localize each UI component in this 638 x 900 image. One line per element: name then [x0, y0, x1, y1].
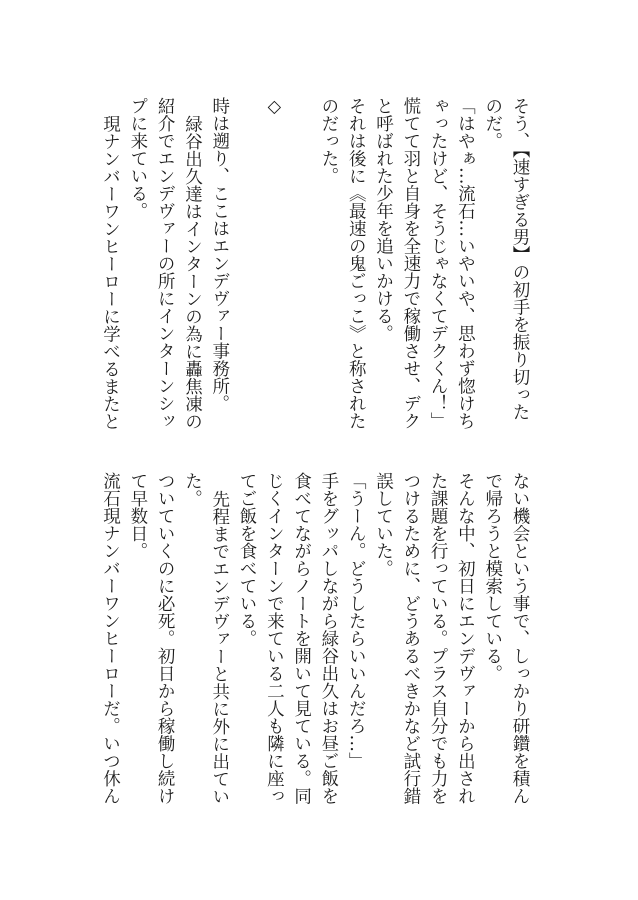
text-column: 時は遡り、ここはエンデヴァー事務所。 [209, 97, 230, 412]
text-column: 流石現ナンバーワンヒーローだ。いつ休ん [100, 472, 121, 805]
text-column: 先程までエンデヴァーと共に外に出てい [209, 489, 230, 805]
text-column: と呼ばれた少年を追いかける。 [373, 97, 394, 342]
text-column: 「うーん。どうしたらいいんだろ…」 [346, 472, 367, 770]
blank-column [287, 97, 314, 437]
text-column: のだ。 [482, 97, 503, 150]
text-column: 慌てて羽と自身を全速力で稼働させ、デク [400, 97, 421, 430]
text-column: 手をグッパしながら緑谷出久はお昼ご飯を [318, 472, 339, 805]
text-column: ない機会という事で、しっかり研鑽を積ん [510, 472, 530, 805]
text-column: た課題を行っている。プラス自分でも力を [428, 472, 449, 805]
text-column: てご飯を食べている。 [237, 472, 258, 647]
text-column: そう、【速すぎる男】の初手を振り切った [510, 97, 530, 421]
text-column: 「はやぁ…流石…いやいや、思わず惚けち [455, 97, 476, 430]
text-column: ゃったけど、そうじゃなくてデクくん！」 [428, 97, 449, 430]
scene-break-diamond: ◇ [264, 97, 285, 117]
text-column: て早数日。 [127, 472, 148, 560]
blank-column [233, 97, 260, 437]
text-column: 紹介でエンデヴァーの所にインターンシッ [155, 97, 176, 430]
text-column: つけるために、どうあるべきかなど試行錯 [400, 472, 421, 805]
text-column: 食べてながらノートを開いて見ている。同 [291, 472, 312, 805]
lower-text-tier [96, 472, 533, 812]
text-column: で帰ろうと模索している。 [482, 472, 503, 682]
text-column: た。 [182, 472, 203, 507]
text-column: プに来ている。 [127, 97, 148, 220]
text-column: そんな中、初日にエンデヴァーから出され [455, 472, 476, 805]
text-column: 現ナンバーワンヒーローに学べるまたと [100, 114, 121, 430]
upper-text-tier [96, 97, 533, 437]
text-column: それは後に《最速の鬼ごっこ》と称された [346, 97, 367, 430]
text-column: 緑谷出久達はインターンの為に轟焦凍の [182, 114, 203, 430]
text-column: じくインターンで来ている二人も隣に座っ [264, 472, 285, 805]
text-column: ついていくのに必死。初日から稼働し続け [155, 472, 176, 805]
text-column: のだった。 [318, 97, 339, 185]
text-column: 誤していた。 [373, 472, 394, 577]
